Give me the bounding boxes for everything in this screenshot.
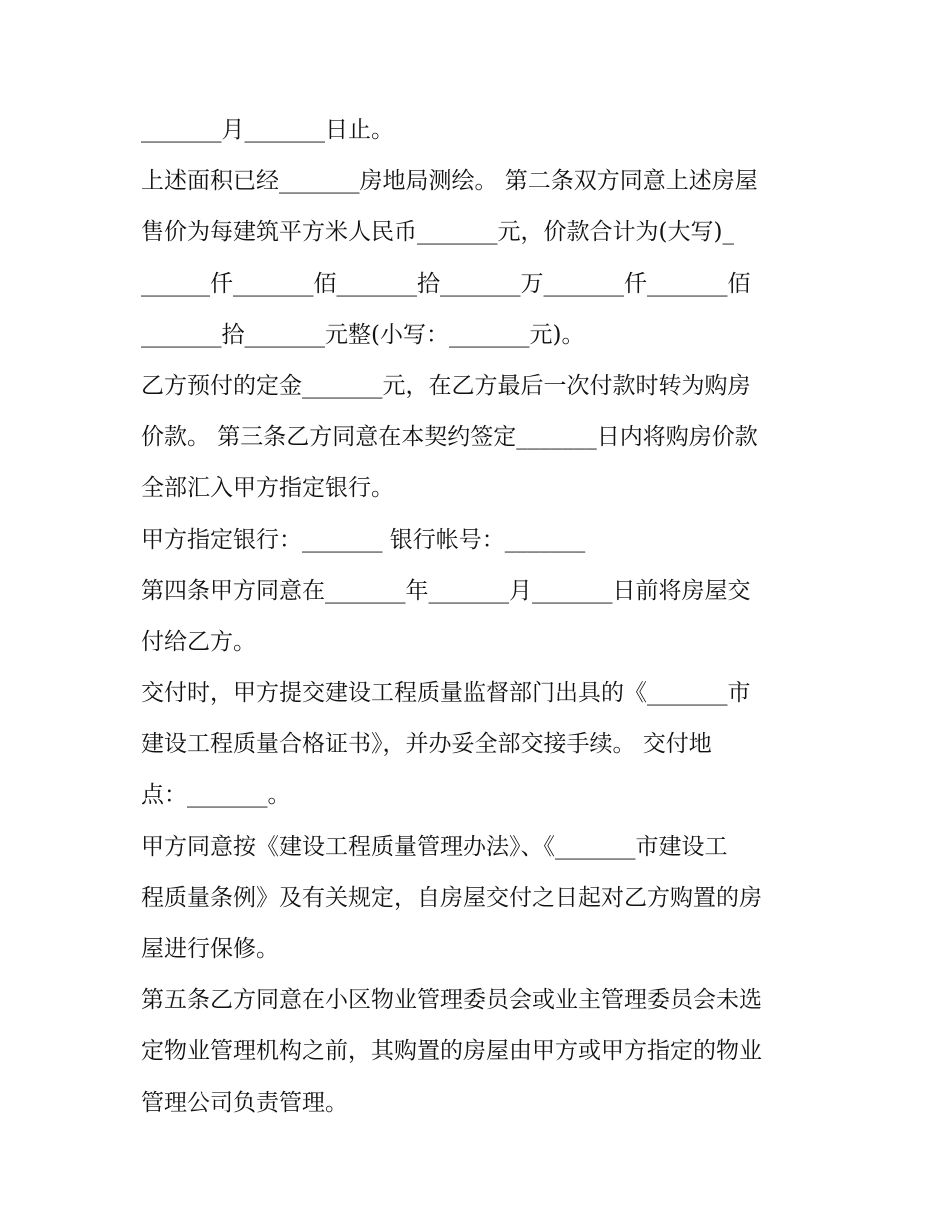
text-line-17: 屋进行保修。	[141, 936, 279, 962]
text-line-3: 售价为每建筑平方米人民币_______元，价款合计为(大写)_	[141, 219, 734, 246]
text-line-5: _______拾_______元整(小写：_______元)。	[141, 321, 585, 348]
text-line-14: 点：_______。	[141, 782, 291, 809]
text-line-12: 交付时，甲方提交建设工程质量监督部门出具的《_______市	[141, 680, 751, 707]
text-line-16: 程质量条例》及有关规定，自房屋交付之日起对乙方购置的房	[141, 884, 762, 911]
text-line-13: 建设工程质量合格证书》，并办妥全部交接手续。 交付地	[141, 731, 712, 758]
text-line-20: 管理公司负责管理。	[141, 1089, 348, 1116]
text-line-7: 价款。 第三条乙方同意在本契约签定_______日内将购房价款	[141, 424, 758, 451]
contract-text-body	[141, 107, 821, 1131]
text-line-10: 第四条甲方同意在_______年_______月_______日前将房屋交	[141, 577, 751, 604]
text-line-11: 付给乙方。	[141, 628, 256, 655]
text-line-1: _______月_______日止。	[141, 117, 394, 143]
text-line-18: 第五条乙方同意在小区物业管理委员会或业主管理委员会未选	[141, 987, 762, 1014]
text-line-9: 甲方指定银行：_______ 银行帐号：_______	[141, 526, 586, 553]
text-line-2: 上述面积已经_______房地局测绘。 第二条双方同意上述房屋	[141, 168, 758, 195]
text-line-8: 全部汇入甲方指定银行。	[141, 475, 394, 502]
text-line-4: ______仟_______佰_______拾_______万_______仟_______佰	[141, 270, 751, 297]
text-line-19: 定物业管理机构之前，其购置的房屋由甲方或甲方指定的物业	[141, 1038, 762, 1065]
text-line-6: 乙方预付的定金_______元，在乙方最后一次付款时转为购房	[141, 372, 751, 399]
text-line-15: 甲方同意按《建设工程质量管理办法》、《_______市建设工	[141, 833, 728, 860]
